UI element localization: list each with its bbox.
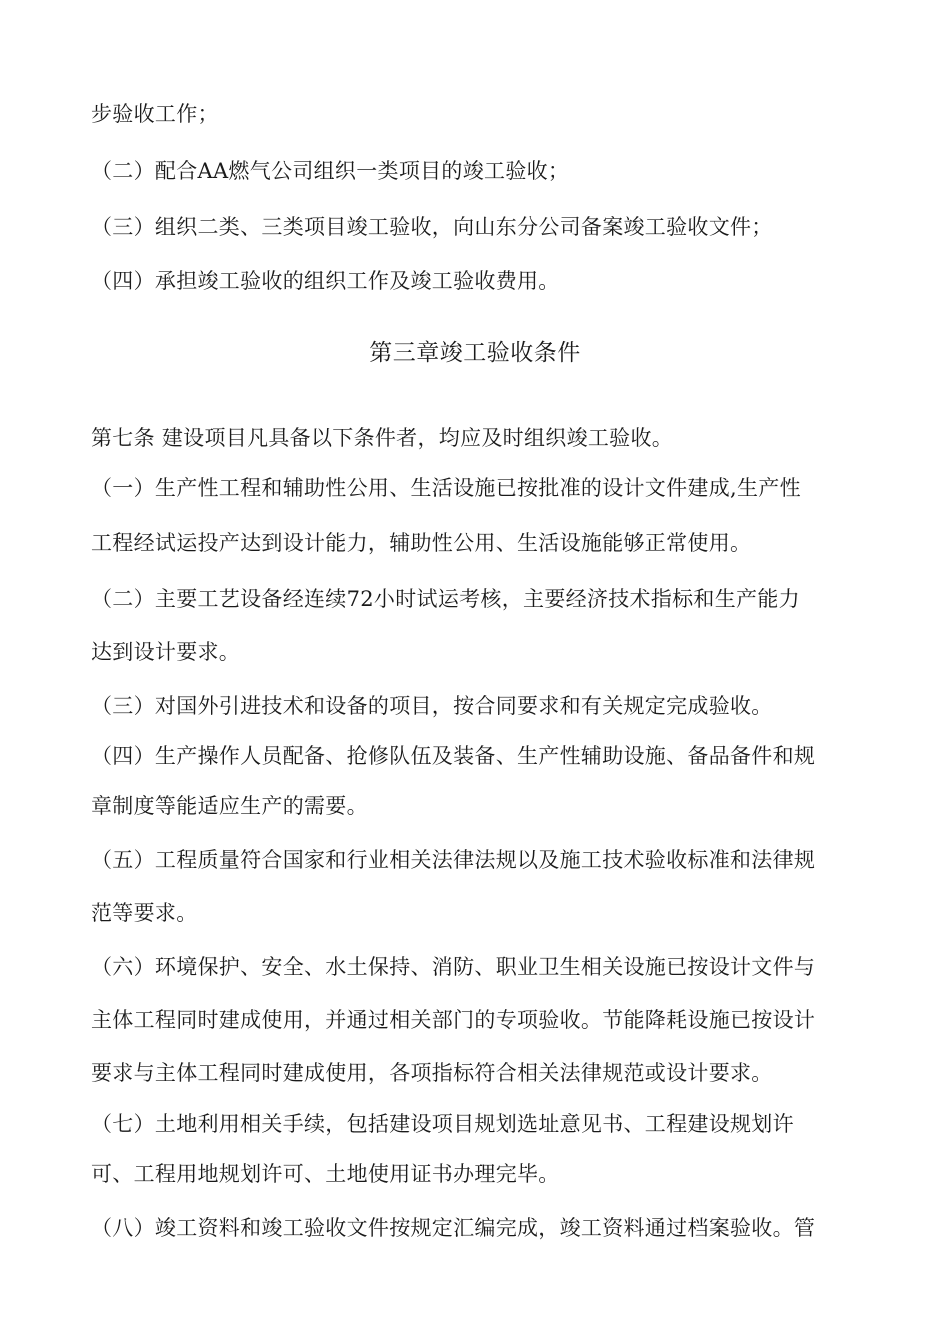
text-line: 要求与主体工程同时建成使用，各项指标符合相关法律规范或设计要求。 bbox=[91, 1061, 773, 1085]
text-line: （七）土地利用相关手续，包括建设项目规划选址意见书、工程建设规划许 bbox=[91, 1112, 794, 1136]
text-line: （二）配合AA燃气公司组织一类项目的竣工验收； bbox=[91, 159, 570, 183]
text-line: （八）竣工资料和竣工验收文件按规定汇编完成，竣工资料通过档案验收。管 bbox=[91, 1216, 816, 1240]
text-line: 步验收工作； bbox=[91, 102, 219, 126]
text-line: 可、工程用地规划许可、土地使用证书办理完毕。 bbox=[91, 1162, 560, 1186]
text-line: （四）生产操作人员配备、抢修队伍及装备、生产性辅助设施、备品备件和规 bbox=[91, 744, 816, 768]
text-line: 章制度等能适应生产的需要。 bbox=[91, 794, 368, 818]
text-line: （一）生产性工程和辅助性公用、生活设施已按批准的设计文件建成,生产性 bbox=[91, 476, 801, 500]
text-line: （三）组织二类、三类项目竣工验收，向山东分公司备案竣工验收文件； bbox=[91, 215, 773, 239]
article-line: 第七条 建设项目凡具备以下条件者，均应及时组织竣工验收。 bbox=[91, 426, 674, 450]
text-line: （二）主要工艺设备经连续72小时试运考核，主要经济技术指标和生产能力 bbox=[91, 587, 800, 611]
text-line: 范等要求。 bbox=[91, 901, 198, 925]
chapter-heading: 第三章竣工验收条件 bbox=[369, 340, 581, 366]
text-line: （四）承担竣工验收的组织工作及竣工验收费用。 bbox=[91, 269, 560, 293]
text-line: 主体工程同时建成使用，并通过相关部门的专项验收。节能降耗设施已按设计 bbox=[91, 1008, 816, 1032]
text-line: （六）环境保护、安全、水土保持、消防、职业卫生相关设施已按设计文件与 bbox=[91, 955, 816, 979]
text-line: 达到设计要求。 bbox=[91, 640, 241, 664]
text-line: 工程经试运投产达到设计能力，辅助性公用、生活设施能够正常使用。 bbox=[91, 531, 752, 555]
text-line: （五）工程质量符合国家和行业相关法律法规以及施工技术验收标准和法律规 bbox=[91, 848, 816, 872]
text-line: （三）对国外引进技术和设备的项目，按合同要求和有关规定完成验收。 bbox=[91, 694, 773, 718]
